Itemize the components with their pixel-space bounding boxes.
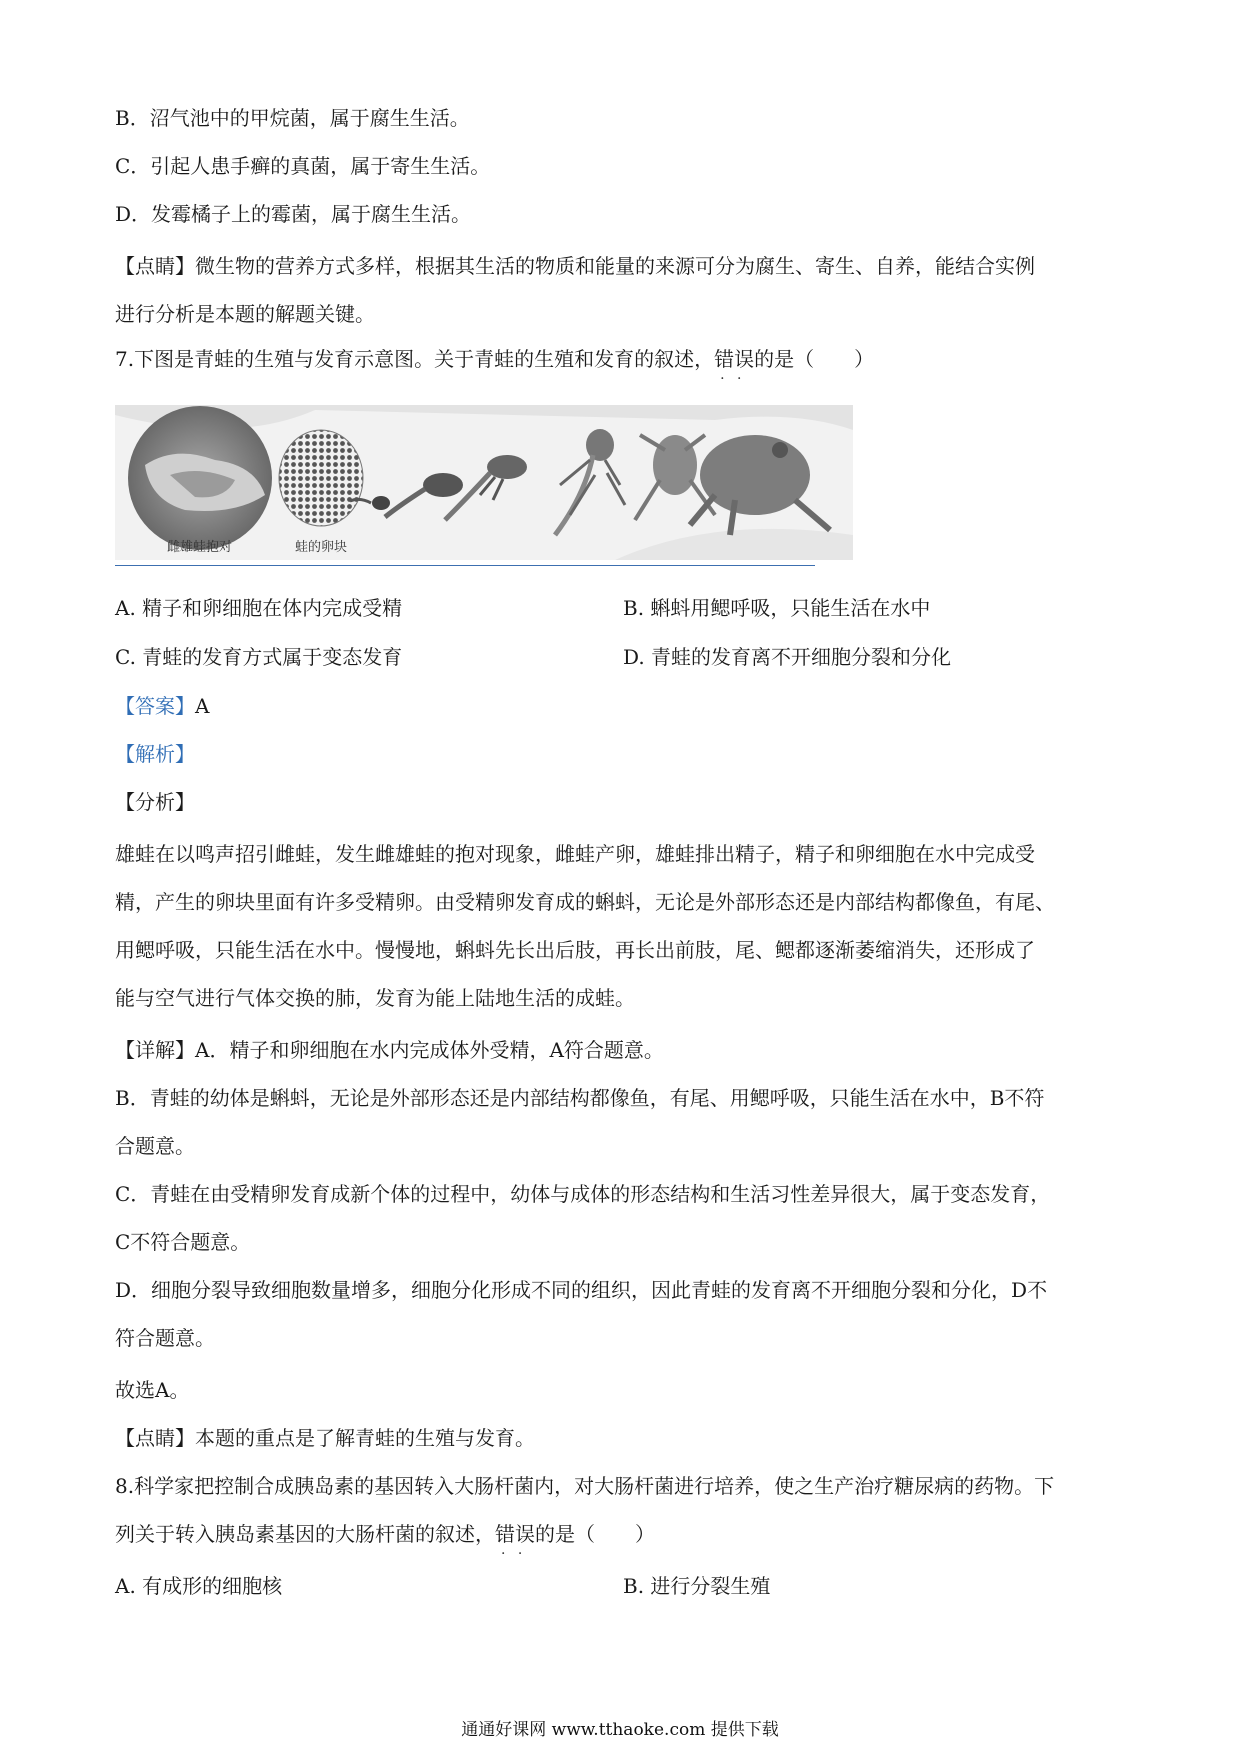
q7-option-c: C. 青蛙的发育方式属于变态发育 <box>115 645 403 669</box>
detail-line-2: B．青蛙的幼体是蝌蚪，无论是外部形态还是内部结构都像鱼，有尾、用鳃呼吸，只能生活在水中，B不符 <box>115 1086 1045 1110</box>
fenxi-label: 【分析】 <box>115 790 195 814</box>
q8-stem-line-2 <box>115 1520 1135 1548</box>
q7-stem-prefix: 7.下图是青蛙的生殖与发育示意图。关于青蛙的生殖和发育的叙述， <box>115 347 715 371</box>
caption-mating-frogs: 雌雄蛙抱对 <box>167 540 233 555</box>
analysis-line-3: 用鳃呼吸，只能生活在水中。慢慢地，蝌蚪先长出后肢，再长出前肢，尾、鳃都逐渐萎缩消失，还形成了 <box>115 938 1035 962</box>
analysis-line-4: 能与空气进行气体交换的肺，发育为能上陆地生活的成蛙。 <box>115 986 635 1010</box>
dianjing-line-1: 【点睛】微生物的营养方式多样，根据其生活的物质和能量的来源可分为腐生、寄生、自养，能结合实例 <box>115 254 1035 278</box>
detail-line-5: C不符合题意。 <box>115 1230 251 1254</box>
detail-line-4: C．青蛙在由受精卵发育成新个体的过程中，幼体与成体的形态结构和生活习性差异很大，属于变态发育， <box>115 1182 1051 1206</box>
q8-stem-emphasis: 错误 · · <box>495 1522 535 1546</box>
option-c-prev: C．引起人患手癣的真菌，属于寄生生活。 <box>115 154 491 178</box>
q8-stem-prefix: 列关于转入胰岛素基因的大肠杆菌的叙述， <box>115 1522 495 1546</box>
mating-frogs-image <box>128 406 272 550</box>
q7-stem <box>115 345 1135 373</box>
frog-spawn-image <box>279 430 363 526</box>
frog-lifecycle-figure <box>115 405 853 560</box>
conclusion-line: 故选A。 <box>115 1378 190 1402</box>
dianjing-q7: 【点睛】本题的重点是了解青蛙的生殖与发育。 <box>115 1426 535 1450</box>
option-b-prev: B．沼气池中的甲烷菌，属于腐生生活。 <box>115 106 470 130</box>
q8-stem-suffix: 的是（ ） <box>535 1522 655 1546</box>
detail-line-3: 合题意。 <box>115 1134 195 1158</box>
option-d-prev: D．发霉橘子上的霉菌，属于腐生生活。 <box>115 202 472 226</box>
detail-line-7: 符合题意。 <box>115 1326 215 1350</box>
q8-stem-line-1: 8.科学家把控制合成胰岛素的基因转入大肠杆菌内，对大肠杆菌进行培养，使之生产治疗糖尿病的药物。下 <box>115 1474 1055 1498</box>
detail-line-6: D．细胞分裂导致细胞数量增多，细胞分化形成不同的组织，因此青蛙的发育离不开细胞分裂和分化，D不 <box>115 1278 1048 1302</box>
answer-line <box>115 692 1135 720</box>
q7-option-a: A. 精子和卵细胞在体内完成受精 <box>115 596 403 620</box>
answer-value: A <box>195 694 210 718</box>
figure-underline <box>115 565 815 566</box>
page-footer: 通通好课网 www.tthaoke.com 提供下载 <box>461 1720 779 1740</box>
q8-option-b: B. 进行分裂生殖 <box>623 1574 771 1598</box>
q7-stem-suffix: 的是（ ） <box>754 347 875 371</box>
answer-label: 【答案】 <box>115 694 195 718</box>
analysis-line-1: 雄蛙在以鸣声招引雌蛙，发生雌雄蛙的抱对现象，雌蛙产卵，雄蛙排出精子，精子和卵细胞在水中完成受 <box>115 842 1035 866</box>
dianjing-line-2: 进行分析是本题的解题关键。 <box>115 302 375 326</box>
q7-stem-emphasis: 错误 · · <box>714 347 754 371</box>
q7-option-b: B. 蝌蚪用鳃呼吸，只能生活在水中 <box>623 596 931 620</box>
caption-frog-spawn: 蛙的卵块 <box>295 540 348 555</box>
jiexi-label: 【解析】 <box>115 742 195 766</box>
q8-option-a: A. 有成形的细胞核 <box>115 1574 283 1598</box>
analysis-line-2: 精，产生的卵块里面有许多受精卵。由受精卵发育成的蝌蚪，无论是外部形态还是内部结构都像鱼，有尾、 <box>115 890 1055 914</box>
q7-option-d: D. 青蛙的发育离不开细胞分裂和分化 <box>623 645 952 669</box>
detail-line-1: 【详解】A．精子和卵细胞在水内完成体外受精，A符合题意。 <box>115 1038 664 1062</box>
